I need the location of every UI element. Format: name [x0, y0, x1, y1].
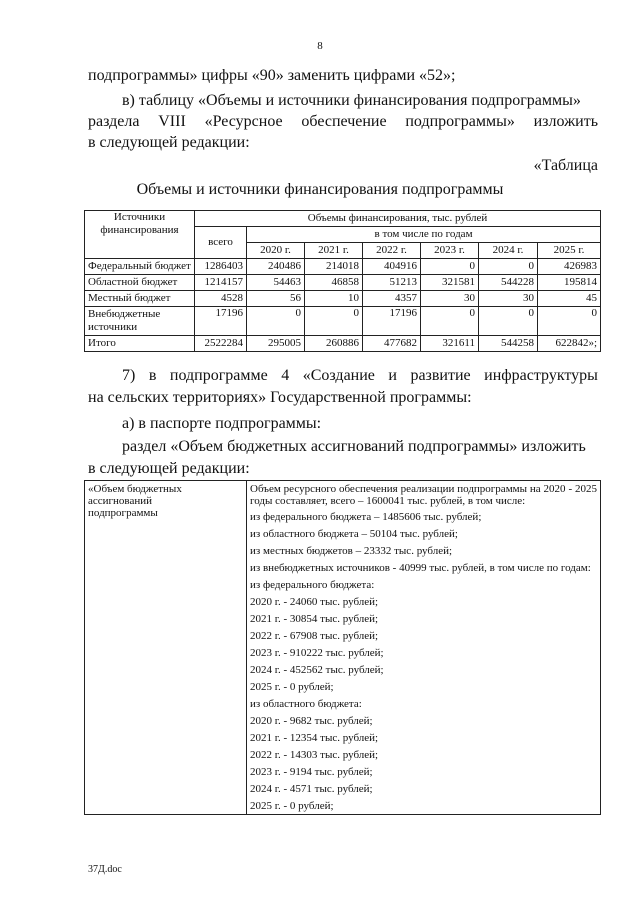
- row-total: 1286403: [195, 259, 247, 275]
- row-value: 30: [421, 291, 479, 307]
- p3-word: подпрограммы»: [405, 113, 515, 130]
- p7-word: развитие: [410, 367, 471, 384]
- row-source: Внебюджетные источники: [85, 307, 195, 336]
- table-row: [85, 275, 601, 291]
- row-value: 54463: [247, 275, 305, 291]
- passport-line: 2023 г. - 910222 тыс. рублей;: [250, 647, 384, 659]
- passport-left-cell: [85, 481, 247, 815]
- row-value: 544228: [479, 275, 538, 291]
- table-row: [85, 291, 601, 307]
- p7-word: 7): [122, 367, 136, 384]
- row-value: 17196: [363, 307, 421, 336]
- passport-line: из областного бюджета – 50104 тыс. рублей;: [250, 528, 458, 540]
- row-value: 0: [479, 307, 538, 336]
- row-value: 260886: [305, 336, 363, 352]
- row-value: 214018: [305, 259, 363, 275]
- row-value: 30: [479, 291, 538, 307]
- header-year: 2021 г.: [305, 243, 363, 259]
- passport-line: 2025 г. - 0 рублей;: [250, 681, 334, 693]
- row-source: Местный бюджет: [85, 291, 195, 307]
- paragraph-9: а) в паспорте подпрограммы:: [122, 415, 322, 432]
- passport-line: 2024 г. - 4571 тыс. рублей;: [250, 783, 373, 795]
- p3-word: VIII: [158, 113, 186, 130]
- passport-left-label: «Объем бюджетных ассигнований подпрограммы: [88, 483, 182, 519]
- row-value: 321581: [421, 275, 479, 291]
- row-value: 0: [479, 259, 538, 275]
- row-value: 240486: [247, 259, 305, 275]
- header-volumes: Объемы финансирования, тыс. рублей: [195, 211, 601, 227]
- row-total: 1214157: [195, 275, 247, 291]
- header-by-years: в том числе по годам: [247, 227, 601, 243]
- passport-line: 2020 г. - 9682 тыс. рублей;: [250, 715, 373, 727]
- row-value: 45: [538, 291, 601, 307]
- table-title: Объемы и источники финансирования подпрограммы: [136, 181, 504, 198]
- paragraph-2: в) таблицу «Объемы и источники финансирования подпрограммы»: [122, 92, 581, 109]
- passport-line: 2021 г. - 30854 тыс. рублей;: [250, 613, 379, 625]
- row-value: 295005: [247, 336, 305, 352]
- p7-word: подпрограмме: [169, 367, 268, 384]
- row-value: 404916: [363, 259, 421, 275]
- paragraph-11: в следующей редакции:: [88, 460, 250, 477]
- passport-table: [84, 480, 601, 815]
- table-row: [85, 259, 601, 275]
- row-value: 46858: [305, 275, 363, 291]
- passport-line: 2024 г. - 452562 тыс. рублей;: [250, 664, 384, 676]
- passport-line: 2022 г. - 14303 тыс. рублей;: [250, 749, 379, 761]
- paragraph-8: на сельских территориях» Государственной программы:: [88, 389, 472, 406]
- row-value: 0: [421, 259, 479, 275]
- p7-word: и: [388, 367, 397, 384]
- paragraph-7: [122, 366, 598, 386]
- row-value: 0: [305, 307, 363, 336]
- header-year: 2020 г.: [247, 243, 305, 259]
- row-value: 4357: [363, 291, 421, 307]
- row-total: 17196: [195, 307, 247, 336]
- row-total: 4528: [195, 291, 247, 307]
- row-source: Итого: [85, 336, 195, 352]
- footer-filename: 37Д.doc: [88, 864, 122, 875]
- financing-table: [84, 210, 601, 352]
- passport-line: Объем ресурсного обеспечения реализации подпрограммы на 2020 - 2025 годы составляет, всего – 1600041 тыс. рублей, в том числе:: [250, 483, 597, 507]
- p3-word: «Ресурсное: [204, 113, 283, 130]
- passport-line: 2022 г. - 67908 тыс. рублей;: [250, 630, 379, 642]
- row-value: 0: [538, 307, 601, 336]
- header-source: Источники финансирования: [85, 211, 195, 259]
- p7-word: «Создание: [302, 367, 375, 384]
- row-value: 622842»;: [538, 336, 601, 352]
- header-year: 2024 г.: [479, 243, 538, 259]
- row-value: 321611: [421, 336, 479, 352]
- p7-word: инфраструктуры: [484, 367, 598, 384]
- passport-line: из федерального бюджета – 1485606 тыс. рублей;: [250, 511, 482, 523]
- passport-line: 2020 г. - 24060 тыс. рублей;: [250, 596, 379, 608]
- p7-word: в: [148, 367, 157, 384]
- header-year: 2025 г.: [538, 243, 601, 259]
- row-source: Областной бюджет: [85, 275, 195, 291]
- passport-line: из федерального бюджета:: [250, 579, 375, 591]
- header-total: всего: [195, 227, 247, 259]
- passport-line: 2025 г. - 0 рублей;: [250, 800, 334, 812]
- p3-word: обеспечение: [301, 113, 387, 130]
- passport-line: из местных бюджетов – 23332 тыс. рублей;: [250, 545, 453, 557]
- row-value: 0: [247, 307, 305, 336]
- paragraph-1: подпрограммы» цифры «90» заменить цифрами «52»;: [88, 67, 456, 84]
- p3-word: раздела: [88, 113, 140, 130]
- passport-right-cell: [247, 481, 601, 815]
- paragraph-10: раздел «Объем бюджетных ассигнований подпрограммы» изложить: [122, 438, 586, 455]
- passport-line: из внебюджетных источников - 40999 тыс. рублей, в том числе по годам:: [250, 562, 591, 574]
- table-caption-label: «Таблица: [533, 157, 598, 174]
- p7-word: 4: [281, 367, 290, 384]
- paragraph-3: [88, 112, 598, 132]
- passport-line: 2021 г. - 12354 тыс. рублей;: [250, 732, 379, 744]
- table-row: [85, 307, 601, 336]
- p3-word: изложить: [533, 113, 598, 130]
- row-value: 56: [247, 291, 305, 307]
- row-value: 544258: [479, 336, 538, 352]
- header-year: 2022 г.: [363, 243, 421, 259]
- row-source: Федеральный бюджет: [85, 259, 195, 275]
- row-value: 51213: [363, 275, 421, 291]
- row-value: 10: [305, 291, 363, 307]
- row-value: 426983: [538, 259, 601, 275]
- passport-line: 2023 г. - 9194 тыс. рублей;: [250, 766, 373, 778]
- row-value: 477682: [363, 336, 421, 352]
- row-total: 2522284: [195, 336, 247, 352]
- passport-line: из областного бюджета:: [250, 698, 362, 710]
- table-row: [85, 336, 601, 352]
- row-value: 0: [421, 307, 479, 336]
- page-number: 8: [317, 40, 323, 52]
- row-value: 195814: [538, 275, 601, 291]
- paragraph-4: в следующей редакции:: [88, 134, 250, 151]
- header-year: 2023 г.: [421, 243, 479, 259]
